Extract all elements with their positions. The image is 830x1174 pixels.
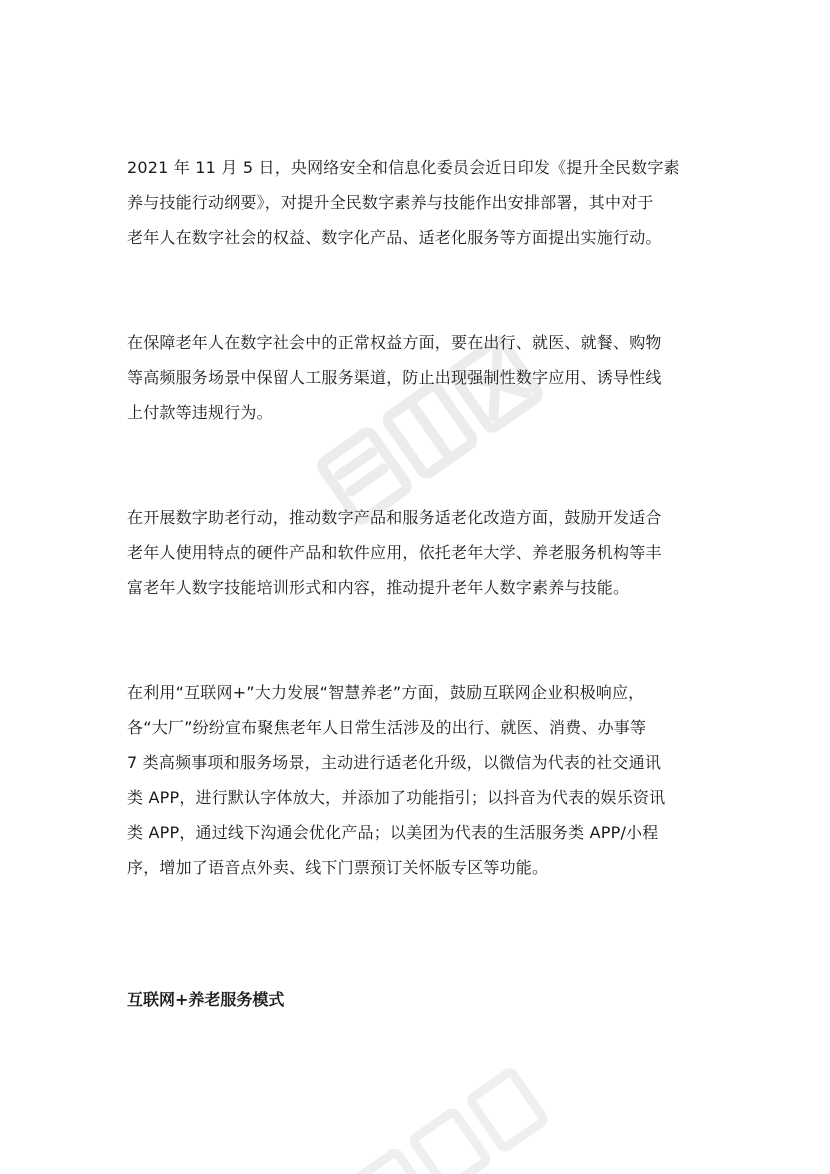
text-line: 上付款等违规行为。 xyxy=(127,403,273,422)
text-line: 等高频服务场景中保留人工服务渠道，防止出现强制性数字应用、诱导性线 xyxy=(127,368,662,387)
text-line: 老年人使用特点的硬件产品和软件应用，依托老年大学、养老服务机构等丰 xyxy=(127,543,662,562)
text-line: 2021 年 11 月 5 日，央网络安全和信息化委员会近日印发《提升全民数字素 xyxy=(127,158,680,177)
text-line: 各“大厂”纷纷宣布聚焦老年人日常生活涉及的出行、就医、消费、办事等 xyxy=(127,718,647,737)
text-line: 类 APP，通过线下沟通会优化产品；以美团为代表的生活服务类 APP/小程 xyxy=(127,823,659,842)
text-line: 7 类高频事项和服务场景，主动进行适老化升级，以微信为代表的社交通讯 xyxy=(127,753,662,772)
watermark-logo-icon xyxy=(340,1040,560,1174)
text-line: 类 APP，进行默认字体放大，并添加了功能指引；以抖音为代表的娱乐资讯 xyxy=(127,788,666,807)
text-line: 老年人在数字社会的权益、数字化产品、适老化服务等方面提出实施行动。 xyxy=(127,228,662,247)
text-line: 富老年人数字技能培训形式和内容，推动提升老年人数字素养与技能。 xyxy=(127,578,630,597)
text-line: 在利用“互联网+”大力发展“智慧养老”方面，鼓励互联网企业积极响应， xyxy=(127,683,645,702)
section-heading: 互联网+养老服务模式 xyxy=(127,990,285,1009)
text-line: 序，增加了语音点外卖、线下门票预订关怀版专区等功能。 xyxy=(127,858,549,877)
paragraph xyxy=(127,150,680,255)
text-line: 在开展数字助老行动，推动数字产品和服务适老化改造方面，鼓励开发适合 xyxy=(127,508,662,527)
paragraph xyxy=(127,325,662,430)
paragraph xyxy=(127,500,662,605)
paragraph xyxy=(127,675,665,885)
text-line: 在保障老年人在数字社会中的正常权益方面，要在出行、就医、就餐、购物 xyxy=(127,333,662,352)
text-line: 养与技能行动纲要》，对提升全民数字素养与技能作出安排部署，其中对于 xyxy=(127,193,654,212)
